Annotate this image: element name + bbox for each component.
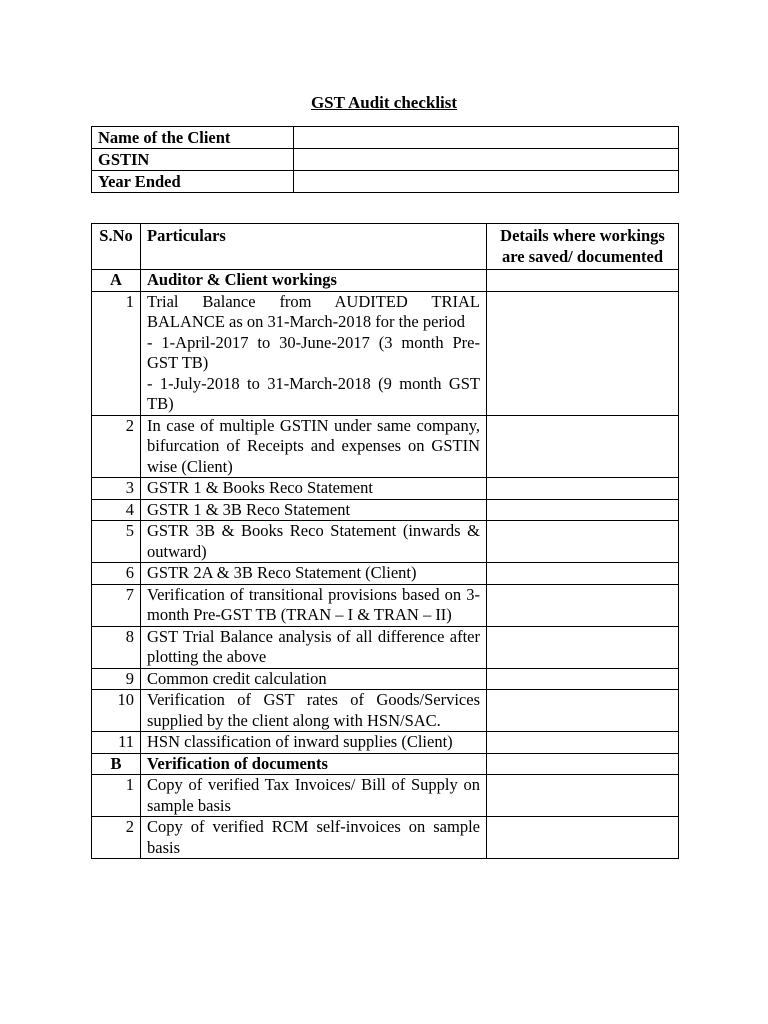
item-particulars-line: In case of multiple GSTIN under same company, bifurcation of Receipts and expenses on GSTIN wise (Client): [147, 415, 480, 476]
item-sno: 8: [92, 626, 141, 668]
header-details: Details where workings are saved/ documented: [487, 224, 679, 270]
item-particulars-line: GSTR 2A & 3B Reco Statement (Client): [147, 563, 417, 582]
item-sno: 5: [92, 521, 141, 563]
item-sno: 4: [92, 499, 141, 521]
table-row: [92, 732, 679, 754]
table-row: [92, 563, 679, 585]
item-particulars: [141, 478, 487, 500]
client-info-row: [92, 127, 679, 149]
table-row: [92, 499, 679, 521]
item-details-cell: [487, 415, 679, 478]
item-sno: 7: [92, 584, 141, 626]
item-particulars-line: Trial Balance from AUDITED TRIAL BALANCE as on 31-March-2018 for the period: [147, 291, 480, 331]
client-info-row: [92, 149, 679, 171]
client-info-row: [92, 171, 679, 193]
table-row: [92, 521, 679, 563]
item-particulars: [141, 584, 487, 626]
table-row: [92, 690, 679, 732]
section-row: [92, 753, 679, 775]
page-title: GST Audit checklist: [310, 93, 458, 112]
item-particulars-line: GSTR 3B & Books Reco Statement (inwards & outward): [147, 521, 480, 561]
item-particulars-line: Common credit calculation: [147, 668, 327, 688]
item-particulars-line: Verification of transitional provisions based on 3-month Pre-GST TB (TRAN – I & TRAN – II): [147, 584, 480, 624]
section-title: Verification of documents: [141, 753, 487, 775]
item-details-cell: [487, 478, 679, 500]
item-details-cell: [487, 291, 679, 415]
client-info-table: [91, 126, 679, 193]
item-details-cell: [487, 584, 679, 626]
item-sno: 2: [92, 415, 141, 478]
client-name-label: Name of the Client: [92, 127, 294, 149]
table-row: [92, 291, 679, 415]
section-details-cell: [487, 753, 679, 775]
checklist-header-row: [92, 224, 679, 270]
table-row: [92, 478, 679, 500]
header-particulars: Particulars: [141, 224, 487, 270]
item-particulars-line: - 1-April-2017 to 30-June-2017 (3 month Pre-GST TB): [147, 332, 480, 372]
item-particulars: [141, 775, 487, 817]
item-sno: 1: [92, 775, 141, 817]
item-particulars: [141, 415, 487, 478]
item-particulars-line: Copy of verified RCM self-invoices on sample basis: [147, 817, 480, 857]
item-details-cell: [487, 668, 679, 690]
item-particulars: [141, 732, 487, 754]
header-sno: S.No: [92, 224, 141, 270]
item-particulars: [141, 499, 487, 521]
section-a: [92, 270, 679, 754]
table-row: [92, 775, 679, 817]
item-particulars: [141, 291, 487, 415]
section-row: [92, 270, 679, 292]
item-details-cell: [487, 499, 679, 521]
item-details-cell: [487, 563, 679, 585]
item-particulars-line: - 1-July-2018 to 31-March-2018 (9 month GST TB): [147, 373, 480, 413]
section-title: Auditor & Client workings: [141, 270, 487, 292]
item-particulars-line: GSTR 1 & 3B Reco Statement: [147, 499, 351, 519]
section-code: B: [92, 753, 141, 775]
item-sno: 2: [92, 817, 141, 859]
table-row: [92, 817, 679, 859]
table-row: [92, 626, 679, 668]
item-particulars-line: Copy of verified Tax Invoices/ Bill of Supply on sample basis: [147, 775, 480, 815]
item-sno: 1: [92, 291, 141, 415]
item-details-cell: [487, 775, 679, 817]
checklist-table: [91, 223, 679, 859]
gstin-label: GSTIN: [92, 149, 294, 171]
item-details-cell: [487, 690, 679, 732]
item-sno: 9: [92, 668, 141, 690]
item-details-cell: [487, 817, 679, 859]
client-name-value: [294, 127, 679, 149]
section-b: [92, 753, 679, 859]
item-sno: 10: [92, 690, 141, 732]
item-particulars-line: GST Trial Balance analysis of all difference after plotting the above: [147, 626, 480, 666]
item-particulars: [141, 690, 487, 732]
year-ended-value: [294, 171, 679, 193]
item-details-cell: [487, 626, 679, 668]
item-particulars-line: GSTR 1 & Books Reco Statement: [147, 478, 373, 497]
table-row: [92, 668, 679, 690]
item-details-cell: [487, 732, 679, 754]
item-sno: 11: [92, 732, 141, 754]
item-sno: 3: [92, 478, 141, 500]
item-particulars: [141, 817, 487, 859]
item-details-cell: [487, 521, 679, 563]
item-sno: 6: [92, 563, 141, 585]
item-particulars: [141, 521, 487, 563]
table-row: [92, 415, 679, 478]
year-ended-label: Year Ended: [92, 171, 294, 193]
gstin-value: [294, 149, 679, 171]
item-particulars: [141, 563, 487, 585]
item-particulars-line: HSN classification of inward supplies (Client): [147, 732, 453, 751]
item-particulars: [141, 668, 487, 690]
section-code: A: [92, 270, 141, 292]
table-row: [92, 584, 679, 626]
item-particulars-line: Verification of GST rates of Goods/Services supplied by the client along with HSN/SAC.: [147, 690, 480, 730]
section-details-cell: [487, 270, 679, 292]
item-particulars: [141, 626, 487, 668]
